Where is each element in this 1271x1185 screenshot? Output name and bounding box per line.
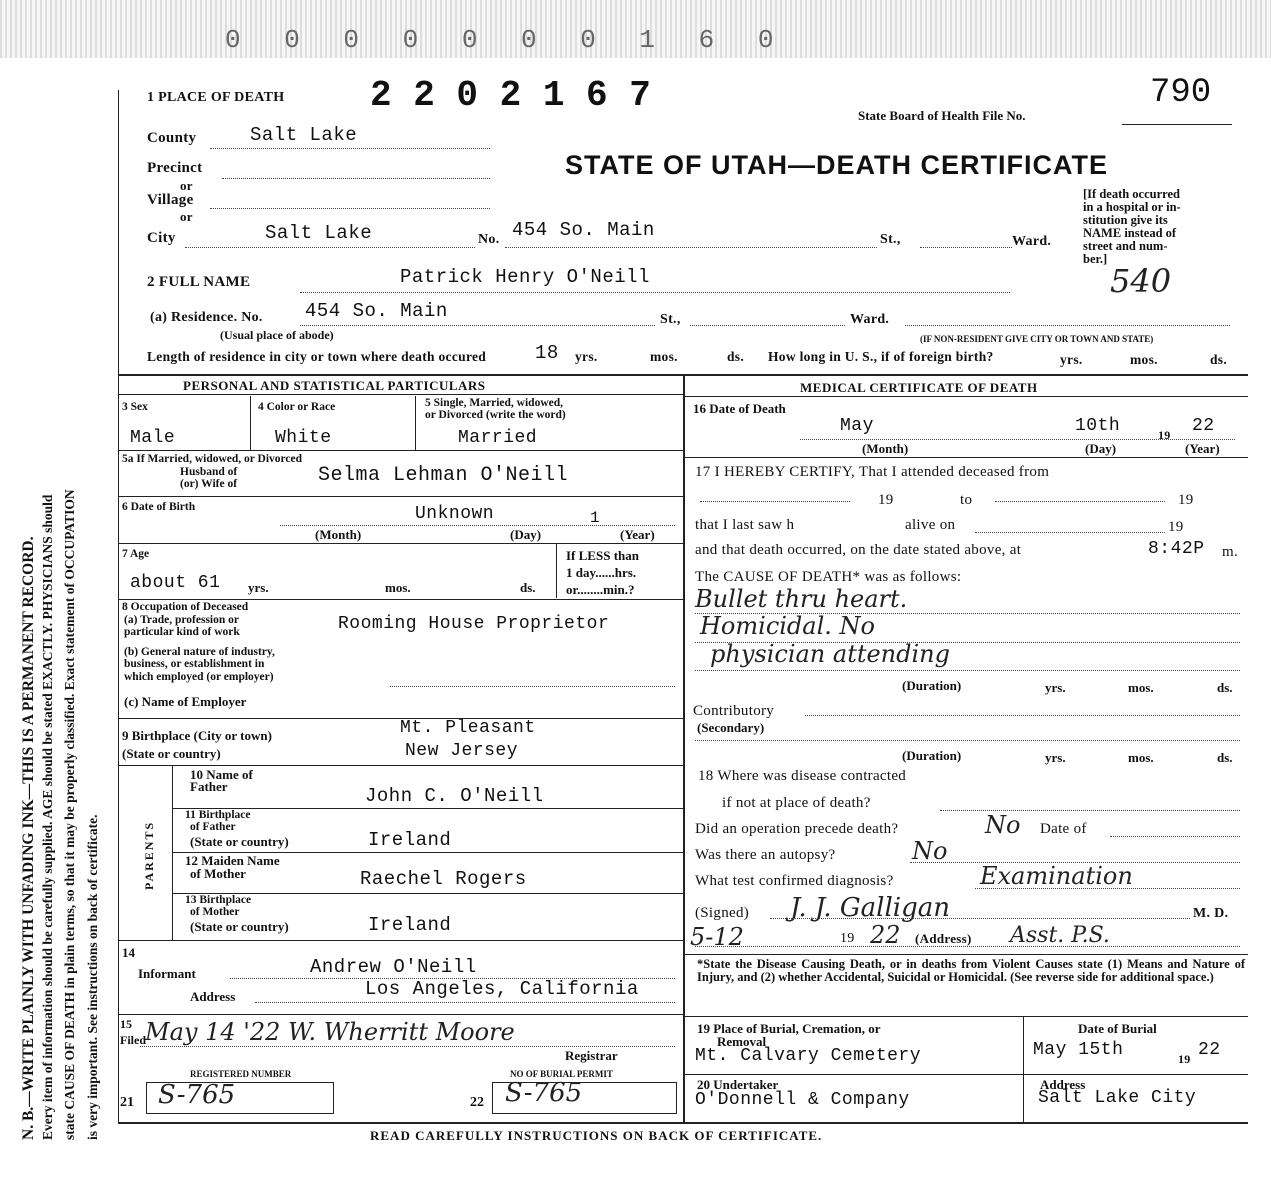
- sex-color-divider: [250, 396, 251, 450]
- dob-line: [280, 525, 675, 526]
- informant-address-label: Address: [190, 989, 236, 1004]
- county-label: County: [147, 130, 197, 146]
- row-rule-6: [118, 543, 683, 544]
- filed-line: [140, 1046, 675, 1047]
- hospital-note-line: stitution give its: [1083, 213, 1168, 227]
- undertaker-address-label: Address: [1040, 1077, 1086, 1092]
- burial-year-prefix: 19: [1178, 1052, 1191, 1066]
- village-label: Village: [147, 192, 194, 208]
- father-birthplace-label-1: 11 Birthplace: [185, 809, 251, 821]
- contributory-line-1: [805, 715, 1240, 716]
- hospital-note-line: [If death occurred: [1083, 187, 1180, 201]
- attended-to-line: [995, 501, 1165, 502]
- file-number: 790: [1150, 74, 1212, 112]
- occupation-a-label-1: (a) Trade, profession or: [124, 614, 239, 626]
- full-name-label: 2 FULL NAME: [147, 274, 251, 290]
- length-residence-label: Length of residence in city or town where death occured: [147, 349, 487, 364]
- length-mos: mos.: [650, 349, 678, 364]
- how-long-us-label: How long in U. S., if of foreign birth?: [768, 349, 994, 364]
- mother-label-2: of Mother: [190, 866, 246, 881]
- occupation-b-label-1: (b) General nature of industry,: [124, 646, 275, 658]
- dob-value: Unknown: [415, 504, 495, 524]
- cause-of-death-label: The CAUSE OF DEATH* was as follows:: [695, 569, 962, 585]
- registrar-label: Registrar: [565, 1048, 618, 1063]
- duration2-label: (Duration): [902, 748, 962, 763]
- father-birthplace-label-3: (State or country): [190, 834, 289, 849]
- filed-handwriting: May 14 '22 W. Wherritt Moore: [145, 1018, 515, 1046]
- signed-label: (Signed): [695, 905, 750, 921]
- color-value: White: [275, 428, 332, 448]
- row-rule-5a: [118, 496, 683, 497]
- dob-label: 6 Date of Birth: [122, 501, 196, 513]
- age-ds: ds.: [520, 580, 536, 595]
- color-marital-divider: [415, 396, 416, 450]
- residence-ward-line: [905, 325, 1230, 326]
- mother-birthplace-label-1: 13 Birthplace: [185, 894, 252, 906]
- dod-year-value: 22: [1192, 416, 1215, 436]
- occupation-b-line: [390, 686, 675, 687]
- file-no-label: State Board of Health File No.: [858, 108, 1026, 123]
- disease-contracted-label-2: if not at place of death?: [722, 795, 871, 811]
- address-label: (Address): [915, 931, 972, 946]
- disease-contracted-label: 18 Where was disease contracted: [698, 768, 907, 784]
- residence-st-line: [690, 325, 845, 326]
- physician-signature: J. J. Galligan: [790, 893, 950, 923]
- violent-causes-footnote: *State the Disease Causing Death, or in deaths from Violent Causes state (1) Means and Nature of Injury, and (2) whether Accidental, Suicidal or Homicidal. (See reverse side for additional space.): [697, 957, 1245, 984]
- burial-date-label: Date of Burial: [1078, 1021, 1157, 1036]
- mother-birthplace-label-3: (State or country): [190, 919, 289, 934]
- attended-to-label: to: [960, 492, 973, 508]
- operation-date-line: [1110, 836, 1240, 837]
- underlying-page-digits: 0 0 0 0 0 0 0 1 6 0: [225, 25, 788, 55]
- street-line: [505, 247, 877, 248]
- occupation-a-label-2: particular kind of work: [124, 626, 240, 638]
- marital-value: Married: [458, 428, 538, 448]
- attended-from-19: 19: [878, 492, 894, 508]
- cause-of-death-line-3: physician attending: [710, 640, 950, 668]
- certificate-title: STATE OF UTAH—DEATH CERTIFICATE: [565, 150, 1108, 180]
- duration2-yrs: yrs.: [1045, 750, 1066, 765]
- side-instruction-line4: is very important. See instructions on back of certificate.: [85, 814, 100, 1140]
- father-name-value: John C. O'Neill: [365, 785, 544, 807]
- autopsy-label: Was there an autopsy?: [695, 847, 836, 863]
- dob-day-label: (Day): [510, 527, 542, 542]
- employer-label: (c) Name of Employer: [124, 694, 247, 709]
- spouse-label-3: (or) Wife of: [180, 478, 238, 490]
- spouse-label-2: Husband of: [180, 466, 238, 478]
- num-21: 21: [120, 1095, 134, 1110]
- handwritten-number: 540: [1110, 262, 1172, 300]
- undertaker-label: 20 Undertaker: [697, 1077, 779, 1092]
- mother-name-value: Raechel Rogers: [360, 868, 527, 890]
- mother-birthplace-label-2: of Mother: [190, 906, 240, 918]
- dob-month-label: (Month): [315, 527, 362, 542]
- length-residence-value: 18: [535, 342, 559, 364]
- cause-line-2: [695, 642, 1240, 643]
- mother-birthplace-value: Ireland: [368, 914, 452, 936]
- signed-line: [770, 918, 1190, 919]
- burial-permit-label: NO OF BURIAL PERMIT: [510, 1069, 613, 1079]
- father-label-1: 10 Name of: [190, 767, 253, 782]
- signed-date-value: 5-12: [690, 923, 744, 951]
- autopsy-value: No: [912, 837, 948, 865]
- precinct-label: Precinct: [147, 160, 203, 176]
- parents-side-label: PARENTS: [142, 820, 156, 890]
- marital-label-1: 5 Single, Married, widowed,: [425, 397, 563, 409]
- birthplace-label-2: (State or country): [122, 746, 221, 761]
- age-less-divider: [556, 543, 557, 598]
- dod-label: 16 Date of Death: [693, 401, 786, 416]
- age-yrs: yrs.: [248, 580, 269, 595]
- operation-label: Did an operation precede death?: [695, 821, 899, 837]
- county-value: Salt Lake: [250, 124, 358, 146]
- father-birthplace-label-2: of Father: [190, 821, 236, 833]
- row-rule-parents: [118, 940, 683, 941]
- city-value: Salt Lake: [265, 222, 373, 244]
- attended-to-19: 19: [1178, 492, 1194, 508]
- sex-label: 3 Sex: [122, 401, 148, 413]
- or-label-1: or: [180, 178, 193, 193]
- physician-address: Asst. P.S.: [1010, 923, 1110, 948]
- father-birthplace-value: Ireland: [368, 829, 452, 851]
- row-rule-9: [118, 765, 683, 766]
- burial-permit-value: S-765: [505, 1078, 583, 1108]
- right-row-rule-footnote: [683, 1016, 1248, 1017]
- contributory-line-2: [695, 740, 1240, 741]
- birthplace-label-1: 9 Birthplace (City or town): [122, 728, 272, 743]
- ward-label: Ward.: [1012, 234, 1052, 249]
- dod-day-value: 10th: [1075, 416, 1121, 436]
- personal-section-title: PERSONAL AND STATISTICAL PARTICULARS: [183, 378, 486, 393]
- street-address-value: 454 So. Main: [512, 219, 655, 241]
- attended-from-line: [700, 501, 850, 502]
- county-line: [210, 148, 490, 149]
- right-row-rule-19: [683, 1074, 1248, 1075]
- certificate-number: 2 2 0 2 1 6 7: [370, 75, 651, 116]
- informant-value: Andrew O'Neill: [310, 956, 477, 978]
- sex-value: Male: [130, 428, 176, 448]
- spouse-label-1: 5a If Married, widowed, or Divorced: [122, 453, 303, 465]
- side-instruction-line2: Every item of information should be carefully supplied. AGE should be stated EXACTLY. PHYSICIANS should: [40, 494, 55, 1140]
- age-value: about 61: [130, 573, 221, 593]
- undertaker-value: O'Donnell & Company: [695, 1090, 910, 1110]
- num-22: 22: [470, 1095, 484, 1110]
- residence-value: 454 So. Main: [305, 300, 448, 322]
- occupation-label: 8 Occupation of Deceased: [122, 601, 249, 613]
- spouse-value: Selma Lehman O'Neill: [318, 464, 569, 487]
- duration2-mos: mos.: [1128, 750, 1154, 765]
- less-than-label-3: or........min.?: [566, 582, 635, 597]
- marital-label-2: or Divorced (write the word): [425, 409, 566, 421]
- row-rule-3: [118, 450, 683, 451]
- undertaker-address-value: Salt Lake City: [1038, 1088, 1197, 1108]
- mother-label-1: 12 Maiden Name: [185, 853, 280, 868]
- test-confirmed-value: Examination: [980, 862, 1133, 890]
- md-label: M. D.: [1193, 906, 1229, 921]
- file-no-line: [1122, 124, 1232, 125]
- city-label: City: [147, 230, 176, 246]
- right-row-rule-17: [683, 954, 1248, 955]
- cause-of-death-line-1: Bullet thru heart.: [695, 585, 908, 613]
- duration-yrs: yrs.: [1045, 680, 1066, 695]
- secondary-label: (Secondary): [697, 720, 765, 735]
- filed-label: Filed: [120, 1033, 146, 1047]
- length-ds: ds.: [727, 349, 745, 364]
- signed-year-value: 22: [870, 921, 901, 949]
- test-confirmed-label: What test confirmed diagnosis?: [695, 873, 894, 889]
- place-of-death-label: 1 PLACE OF DEATH: [147, 90, 285, 105]
- row-rule-14: [118, 1014, 683, 1015]
- ward-line: [920, 247, 1012, 248]
- center-divider: [683, 374, 685, 1124]
- right-section-title-rule: [683, 396, 1248, 397]
- form-left-border: [118, 90, 119, 1122]
- dob-day-value: 1: [590, 509, 601, 527]
- informant-address-line: [255, 1002, 675, 1003]
- contributory-label: Contributory: [693, 703, 775, 719]
- row-rule-7: [118, 599, 683, 600]
- residence-st-label: St.,: [660, 312, 681, 327]
- us-yrs: yrs.: [1060, 352, 1083, 367]
- medical-section-title: MEDICAL CERTIFICATE OF DEATH: [800, 380, 1038, 395]
- right-row-rule-16: [683, 457, 1248, 458]
- village-line: [210, 208, 490, 209]
- burial-place-label-1: 19 Place of Burial, Cremation, or: [697, 1021, 881, 1036]
- less-than-label-2: 1 day......hrs.: [566, 565, 637, 580]
- operation-value: No: [985, 811, 1021, 839]
- burial-place-label-2: Removal: [717, 1034, 767, 1049]
- occupation-b-label-2: business, or establishment in: [124, 658, 265, 670]
- hospital-note: [1083, 188, 1181, 266]
- dod-line: [800, 439, 1235, 440]
- precinct-line: [222, 178, 490, 179]
- us-mos: mos.: [1130, 352, 1158, 367]
- left-section-title-rule: [118, 394, 683, 395]
- or-label-2: or: [180, 209, 193, 224]
- us-ds: ds.: [1210, 352, 1228, 367]
- last-saw-label: that I last saw h: [695, 517, 795, 533]
- color-label: 4 Color or Race: [258, 401, 336, 413]
- cause-line-1: [695, 613, 1240, 614]
- residence-ward-label: Ward.: [850, 312, 890, 327]
- street-no-label: No.: [478, 232, 500, 247]
- operation-date-label: Date of: [1040, 821, 1087, 837]
- occupation-b-label-3: which employed (or employer): [124, 671, 274, 683]
- alive-on-19: 19: [1168, 519, 1184, 535]
- duration-ds: ds.: [1217, 680, 1233, 695]
- nonresident-note: (IF NON-RESIDENT GIVE CITY OR TOWN AND STATE): [920, 334, 1154, 344]
- num-14: 14: [122, 945, 135, 960]
- st-label: St.,: [880, 232, 901, 247]
- registered-number-value: S-765: [158, 1080, 236, 1110]
- dod-month-label: (Month): [862, 441, 909, 456]
- residence-line: [300, 325, 655, 326]
- dod-day-label: (Day): [1085, 441, 1117, 456]
- burial-date-value: May 15th: [1033, 1040, 1124, 1060]
- cause-line-3: [695, 670, 1240, 671]
- age-label: 7 Age: [122, 548, 150, 560]
- address-line: [695, 946, 1240, 947]
- death-occurred-label: and that death occurred, on the date stated above, at: [695, 542, 1022, 558]
- residence-label: (a) Residence. No.: [150, 310, 263, 325]
- dod-year-label: (Year): [1185, 441, 1220, 456]
- burial-date-divider: [1023, 1016, 1024, 1124]
- occupation-value: Rooming House Proprietor: [338, 614, 610, 634]
- duration-mos: mos.: [1128, 680, 1154, 695]
- dod-year-prefix: 19: [1158, 428, 1171, 442]
- less-than-label-1: If LESS than: [566, 548, 639, 563]
- hospital-note-line: street and num-: [1083, 239, 1168, 253]
- informant-address-value: Los Angeles, California: [365, 978, 639, 1000]
- duration-label: (Duration): [902, 678, 962, 693]
- cause-of-death-line-2: Homicidal. No: [700, 612, 875, 640]
- birthplace-state-value: New Jersey: [405, 741, 519, 761]
- hospital-note-line: NAME instead of: [1083, 226, 1177, 240]
- alive-on-line: [975, 532, 1165, 533]
- certify-statement: 17 I HEREBY CERTIFY, That I attended deceased from: [695, 464, 1050, 480]
- signed-year-prefix: 19: [840, 931, 855, 946]
- death-time-value: 8:42P: [1148, 539, 1205, 559]
- death-time-m: m.: [1222, 544, 1239, 560]
- form-bottom-rule: [118, 1122, 1248, 1124]
- age-mos: mos.: [385, 580, 411, 595]
- informant-label: Informant: [138, 966, 196, 981]
- test-confirmed-line: [975, 888, 1240, 889]
- alive-on-label: alive on: [905, 517, 956, 533]
- birthplace-city-value: Mt. Pleasant: [400, 718, 536, 738]
- usual-place-label: (Usual place of abode): [220, 328, 334, 342]
- hospital-note-line: in a hospital or in-: [1083, 200, 1181, 214]
- full-name-line: [300, 292, 1010, 293]
- side-instruction-line1: N. B.—WRITE PLAINLY WITH UNFADING INK—THIS IS A PERMANENT RECORD.: [20, 536, 37, 1140]
- dod-month-value: May: [840, 416, 874, 436]
- burial-year-value: 22: [1198, 1040, 1221, 1060]
- city-line: [185, 247, 475, 248]
- full-name-value: Patrick Henry O'Neill: [400, 266, 650, 288]
- hospital-note-line: ber.]: [1083, 252, 1108, 266]
- duration2-ds: ds.: [1217, 750, 1233, 765]
- length-yrs: yrs.: [575, 349, 598, 364]
- filed-num: 15: [120, 1017, 132, 1031]
- side-instruction-line3: state CAUSE OF DEATH in plain terms, so that it may be properly classified. Exact statement of OCCUPATION: [62, 489, 77, 1140]
- footer-instructions: READ CAREFULLY INSTRUCTIONS ON BACK OF CERTIFICATE.: [370, 1128, 823, 1143]
- burial-place-value: Mt. Calvary Cemetery: [695, 1046, 922, 1066]
- registered-number-label: REGISTERED NUMBER: [190, 1069, 292, 1079]
- dob-year-label: (Year): [620, 527, 655, 542]
- father-label-2: Father: [190, 779, 228, 794]
